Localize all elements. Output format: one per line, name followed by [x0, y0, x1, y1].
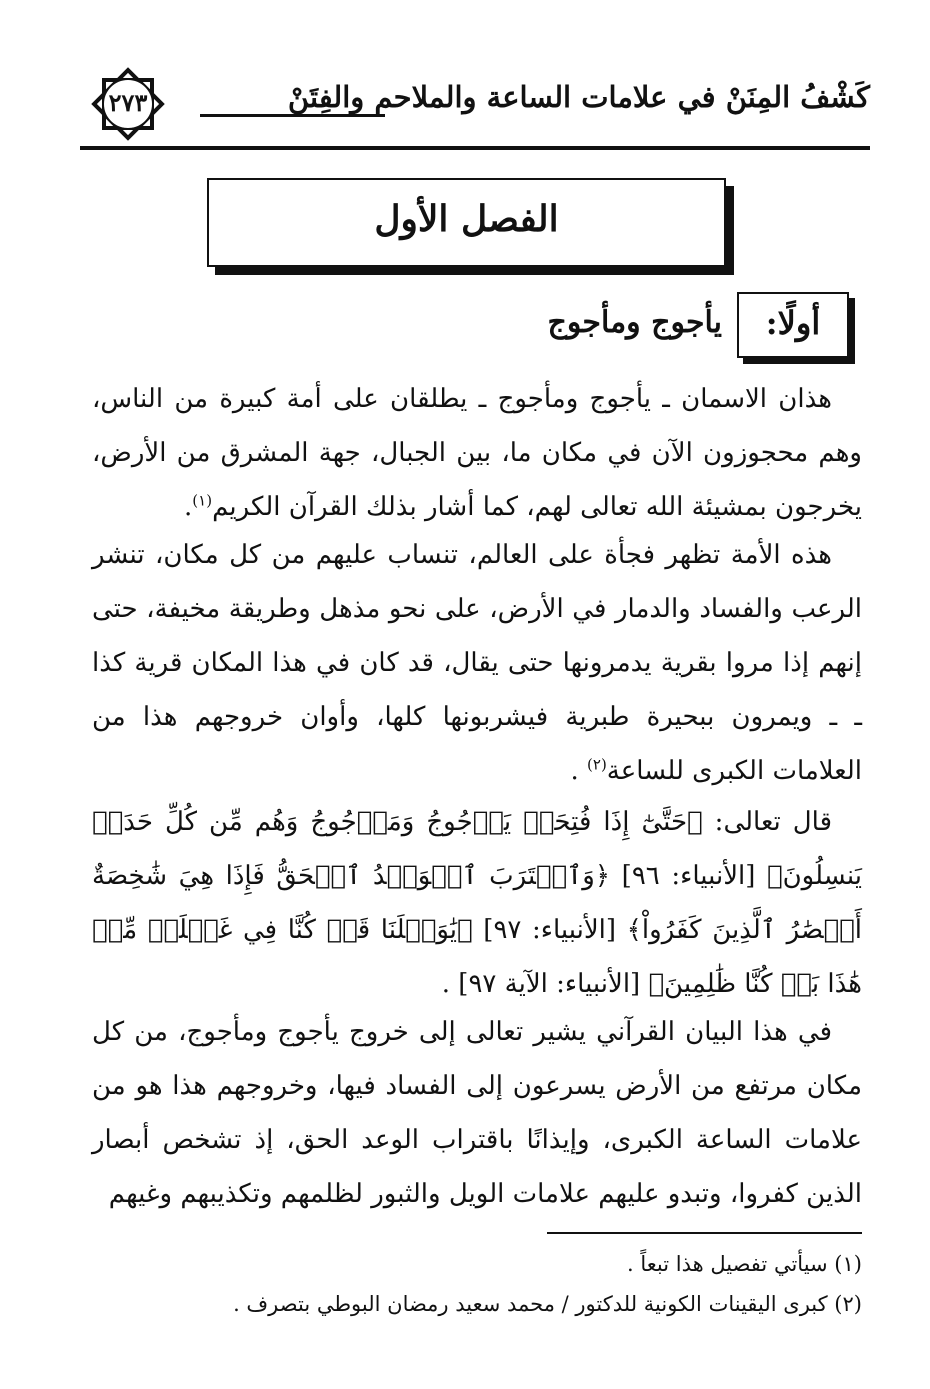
section-label-box — [737, 292, 849, 358]
footnote-2: (٢) كبرى اليقينات الكونية للدكتور / محمد سعيد رمضان البوطي بتصرف . — [233, 1292, 862, 1316]
paragraph-1-end: . — [184, 492, 193, 522]
paragraph-1-text: هذان الاسمان ـ يأجوج ومأجوج ـ يطلقان على أمة كبيرة من الناس، وهم محجوزون الآن في مكان ما، بين الجبال، جهة المشرق من الأرض، يخرجون بمشيئة الله تعالى لهم، كما أشار بذلك القرآن الكريم — [92, 384, 862, 522]
footnote-ref-1: (١) — [192, 491, 213, 510]
section-title: يأجوج ومأجوج — [547, 305, 722, 340]
page-number-badge — [88, 64, 168, 144]
footnote-1: (١) سيأتي تفصيل هذا تبعاً . — [627, 1252, 862, 1276]
section-label: أولًا: — [765, 304, 821, 342]
paragraph-3-quran-quote — [92, 795, 862, 1011]
header-dash-line — [200, 114, 385, 117]
chapter-title-box — [207, 178, 726, 267]
page-header — [80, 60, 870, 155]
paragraph-2 — [92, 528, 862, 798]
paragraph-4 — [92, 1005, 862, 1221]
paragraph-3-text: قال تعالى: ﴿حَتَّىٰٓ إِذَا فُتِحَتۡ يَأۡجُوجُ وَمَأۡجُوجُ وَهُم مِّن كُلِّ حَدَبٖ يَنسِلُونَ﴾ [الأنبياء: ٩٦] ﴿وَٱقۡتَرَبَ ٱلۡوَعۡدُ ٱلۡحَقُّ فَإِذَا هِيَ شَٰخِصَةٌ أَبۡصَٰرُ ٱلَّذِينَ كَفَرُواْ﴾ [الأنبياء: ٩٧] ﴿يَٰوَيۡلَنَا قَدۡ كُنَّا فِي غَفۡلَةٖ مِّنۡ هَٰذَا بَلۡ كُنَّا ظَٰلِمِينَ﴾ [الأنبياء: الآية ٩٧] . — [92, 807, 862, 999]
footnotes — [72, 1244, 862, 1324]
chapter-title: الفصل الأول — [374, 198, 559, 240]
header-rule — [80, 146, 870, 150]
footnote-rule — [547, 1232, 862, 1234]
running-title: كَشْفُ المِنَنْ في علامات الساعة والملاحم والفِتَنْ — [287, 80, 870, 114]
page-number: ٢٧٣ — [108, 88, 148, 117]
paragraph-2-text: هذه الأمة تظهر فجأة على العالم، تنساب عليهم من كل مكان، تنشر الرعب والفساد والدمار في الأرض، على نحو مذهل وطريقة مخيفة، حتى إنهم إذا مروا بقرية يدمرونها حتى يقال، قد كان في هذا المكان قرية كذا ـ ـ ويمرون ببحيرة طبرية فيشربونها كلها، وأوان خروجهم هذا من العلامات الكبرى للساعة — [92, 540, 862, 786]
paragraph-2-end: . — [570, 756, 588, 786]
paragraph-4-text: في هذا البيان القرآني يشير تعالى إلى خروج يأجوج ومأجوج، من كل مكان مرتفع من الأرض يسرعون إلى الفساد فيها، وخروجهم هذا هو من علامات الساعة الكبرى، وإيذانًا باقتراب الوعد الحق، إذ تشخص أبصار الذين كفروا، وتبدو عليهم علامات الويل والثبور لظلمهم وتكذيبهم وغيهم — [92, 1017, 862, 1209]
footnote-ref-2: (٢) — [587, 755, 607, 774]
paragraph-1 — [92, 372, 862, 534]
